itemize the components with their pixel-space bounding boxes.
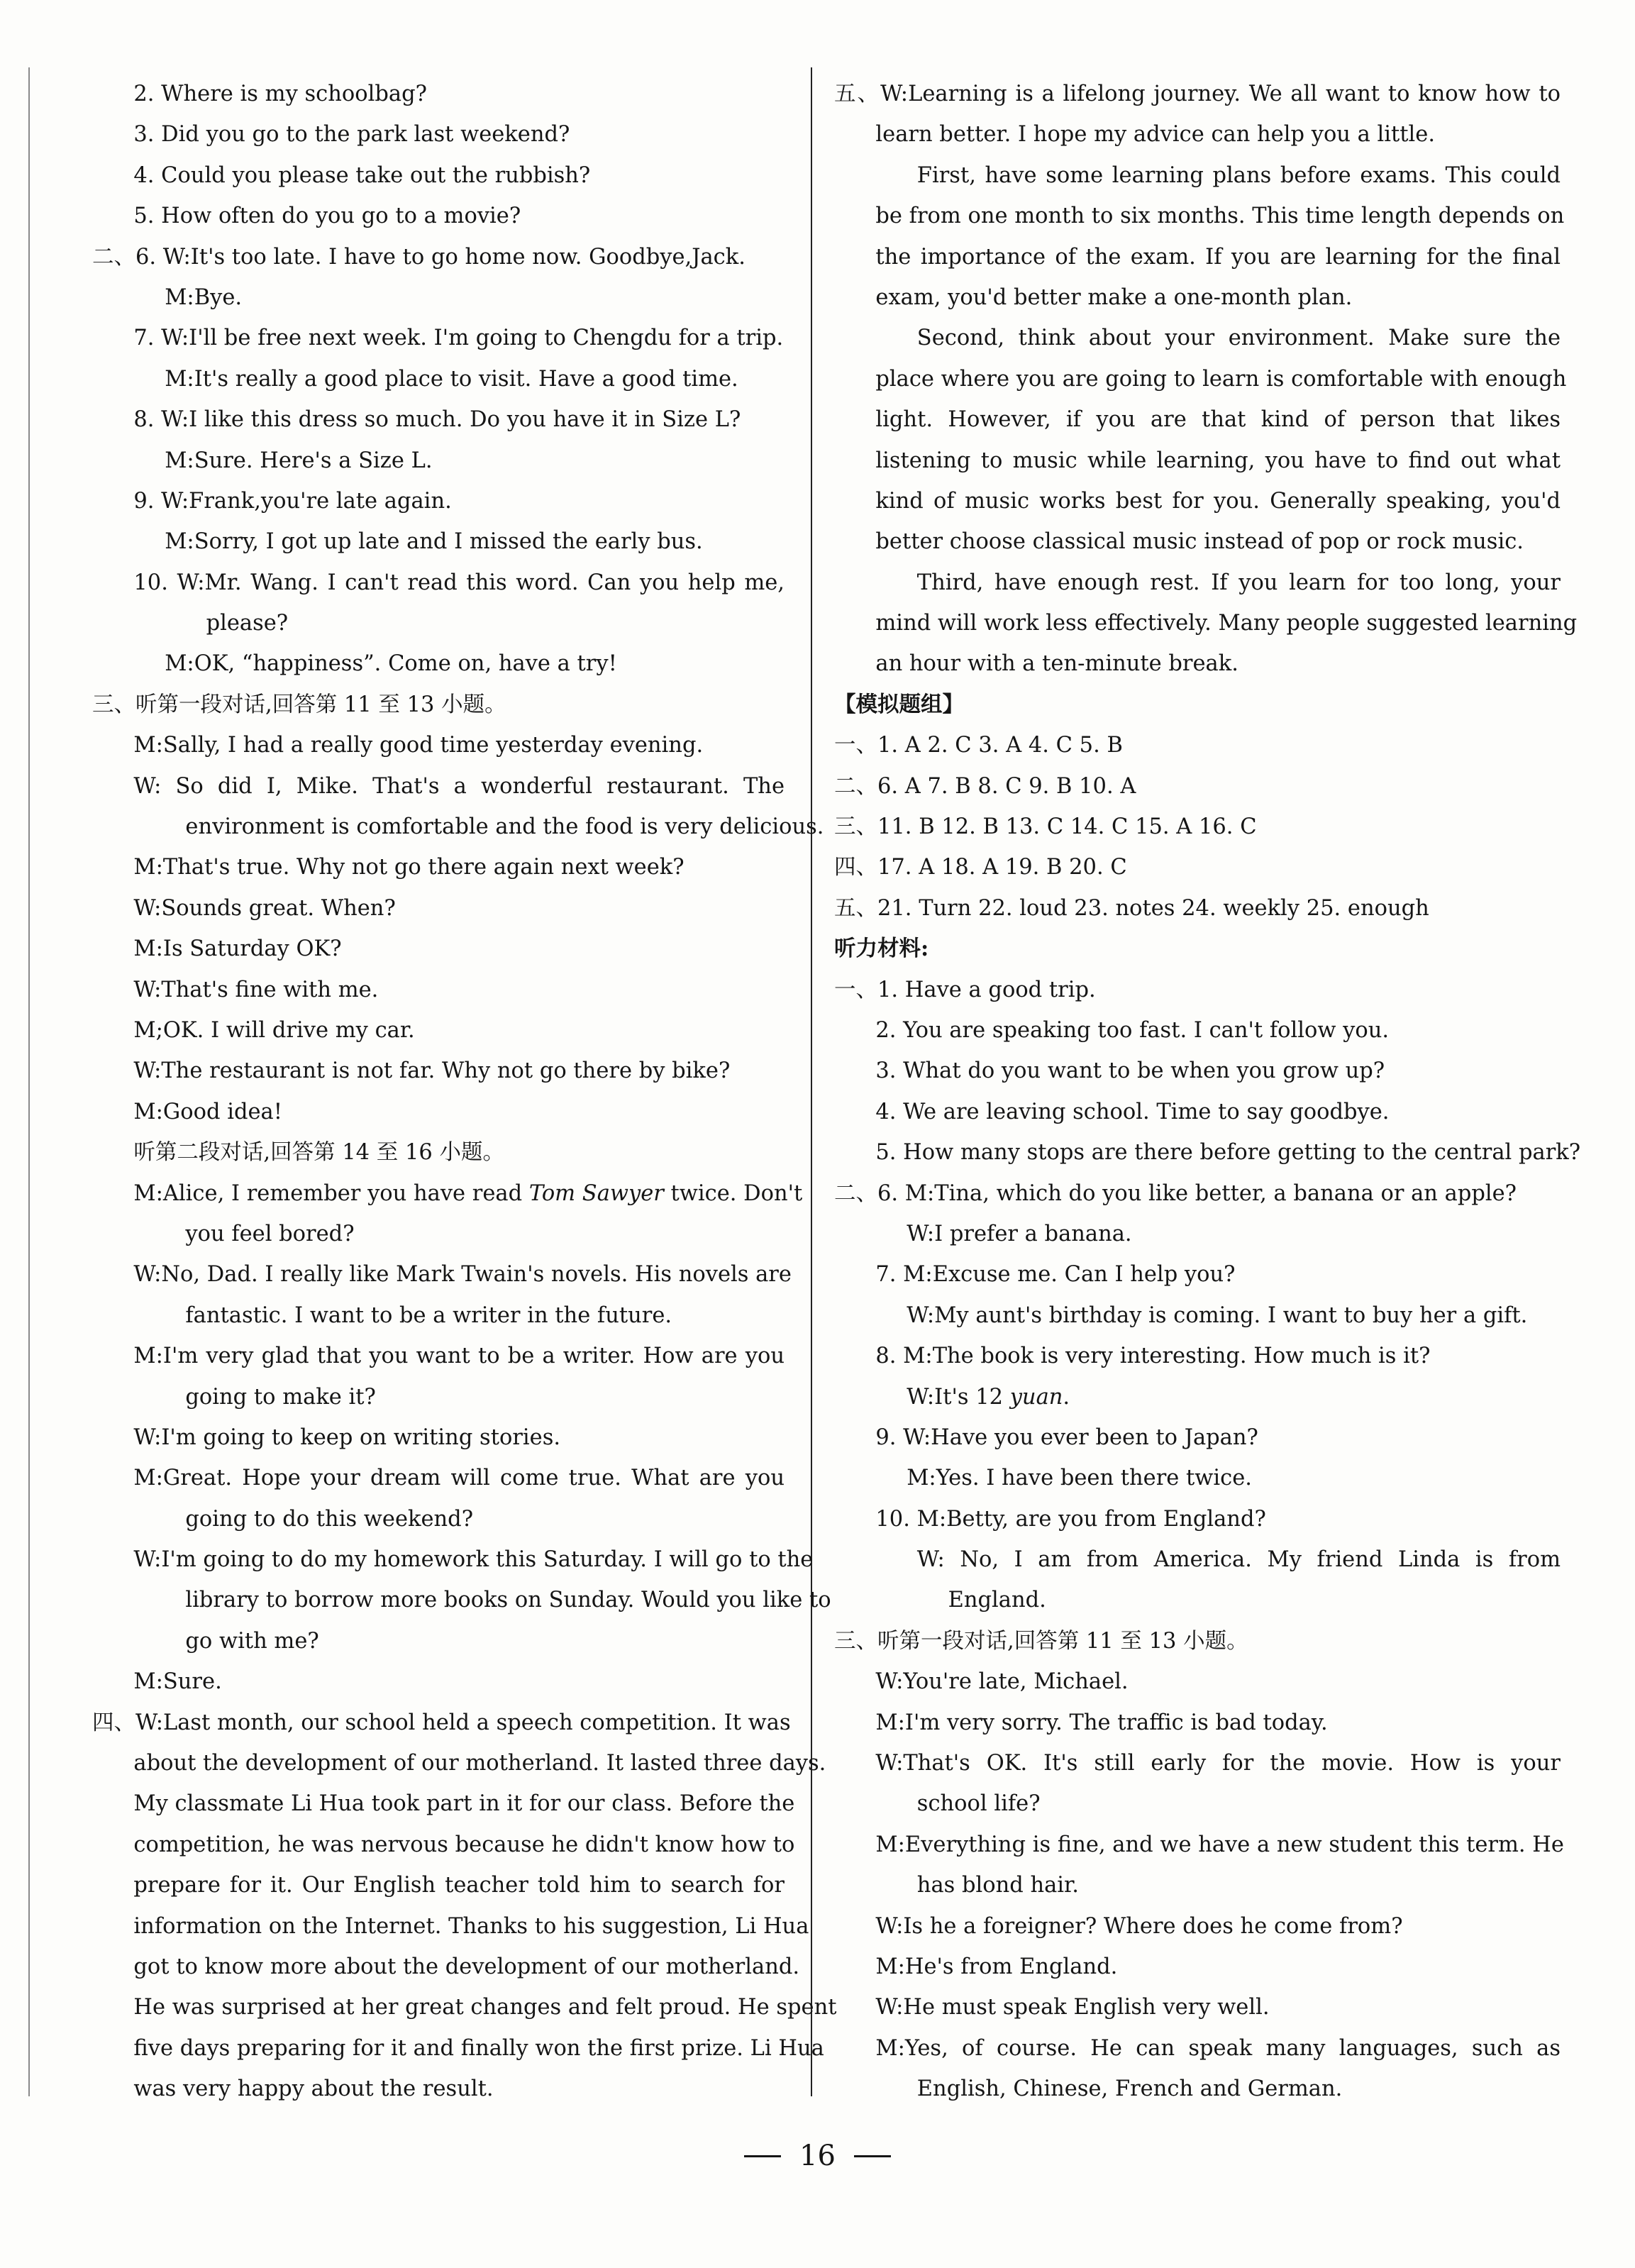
line-text: please? (206, 611, 289, 636)
line-text: 4. Could you please take out the rubbish? (133, 162, 591, 188)
line-text: better choose classical music instead of pop or rock music. (875, 529, 1524, 555)
right-text-line (834, 1743, 1561, 1783)
left-text-line (92, 155, 785, 196)
right-text-line (834, 1092, 1561, 1132)
left-text-line (92, 1051, 785, 1091)
line-text-after: . (1063, 1384, 1070, 1410)
left-text-line (92, 1621, 785, 1661)
line-text: listening to music while learning, you have to find out what (875, 448, 1561, 473)
right-text-line (834, 481, 1561, 521)
left-text-line (92, 1580, 831, 1620)
footer-dash-left (744, 2155, 781, 2157)
right-text-line (834, 847, 1561, 887)
left-text-line (92, 1092, 785, 1132)
line-text: 7. W:I'll be free next week. I'm going to Chengdu for a trip. (133, 326, 784, 351)
line-text: 9. W:Frank,you're late again. (133, 488, 452, 514)
right-text-line (834, 1377, 1561, 1417)
line-text: M;OK. I will drive my car. (133, 1017, 415, 1043)
line-text: M:OK, “happiness”. Come on, have a try! (165, 651, 617, 677)
line-text: W: No, I am from America. My friend Linda is from (916, 1547, 1561, 1573)
right-text-line (834, 1947, 1561, 1987)
line-text: light. However, if you are that kind of person that likes (875, 407, 1561, 433)
left-text-line (92, 2069, 785, 2109)
line-text: 一、1. Have a good trip. (834, 977, 1096, 1002)
right-text-line (834, 196, 1565, 236)
line-text: 9. W:Have you ever been to Japan? (875, 1425, 1258, 1450)
right-text-line (834, 1865, 1561, 1905)
right-text-line (834, 74, 1561, 114)
right-text-line (834, 1132, 1581, 1173)
line-text: M:Bye. (165, 284, 243, 310)
right-text-line (834, 1825, 1564, 1865)
right-text-line (834, 1703, 1561, 1743)
line-text: 听第二段对话,回答第 14 至 16 小题。 (133, 1140, 504, 1166)
right-text-line (834, 1987, 1561, 2028)
left-text-line (92, 481, 785, 521)
right-text-line (834, 1661, 1561, 1702)
left-text-line (92, 1539, 814, 1580)
left-text-line (92, 2028, 824, 2069)
line-text: about the development of our motherland. It lasted three days. (133, 1751, 826, 1776)
line-text: W:No, Dad. I really like Mark Twain's novels. His novels are (133, 1262, 792, 1288)
line-text: W:Is he a foreigner? Where does he come from? (875, 1913, 1403, 1939)
right-text-line (834, 114, 1561, 155)
right-text-line (834, 1783, 1561, 1824)
left-text-line (92, 1703, 791, 1743)
left-text-line (92, 929, 785, 969)
right-text-line (834, 685, 1561, 725)
right-text-line (834, 155, 1561, 196)
right-text-line (834, 2028, 1561, 2069)
line-text: 二、6. W:It's too late. I have to go home now. Goodbye,Jack. (92, 244, 746, 270)
right-text-line (834, 441, 1561, 481)
line-text: W:I prefer a banana. (907, 1221, 1132, 1246)
line-text: fantastic. I want to be a writer in the future. (185, 1302, 672, 1328)
line-text: 7. M:Excuse me. Can I help you? (875, 1262, 1236, 1288)
page-footer (0, 2134, 1635, 2176)
line-text: W:My aunt's birthday is coming. I want to buy her a gift. (907, 1302, 1528, 1328)
line-text: you feel bored? (185, 1221, 355, 1246)
left-text-line (92, 441, 785, 481)
line-text: M:Sally, I had a really good time yesterday evening. (133, 733, 704, 758)
line-text: 一、1. A 2. C 3. A 4. C 5. B (834, 733, 1123, 758)
line-text: an hour with a ten-minute break. (875, 651, 1238, 677)
line-text: W:The restaurant is not far. Why not go there by bike? (133, 1058, 731, 1084)
left-text-line (92, 1906, 809, 1947)
line-text: My classmate Li Hua took part in it for our class. Before the (133, 1791, 795, 1817)
line-text: was very happy about the result. (133, 2076, 494, 2102)
line-text: W:Sounds great. When? (133, 895, 396, 921)
left-text-line (92, 1336, 785, 1376)
right-text-line (834, 766, 1561, 807)
left-text-line (92, 1417, 785, 1458)
left-text-line (92, 1987, 837, 2028)
line-text: 2. You are speaking too fast. I can't follow you. (875, 1017, 1390, 1043)
right-column (834, 74, 1581, 2110)
line-text: M:That's true. Why not go there again next week? (133, 855, 685, 880)
line-text: 5. How often do you go to a movie? (133, 204, 521, 229)
line-text: 10. M:Betty, are you from England? (875, 1506, 1266, 1532)
right-text-line (834, 1906, 1561, 1947)
left-text-line (92, 603, 785, 643)
right-text-line (834, 1499, 1561, 1539)
right-text-line (834, 1254, 1561, 1295)
line-text: 2. Where is my schoolbag? (133, 82, 427, 106)
left-text-line (92, 685, 785, 725)
line-text: M:Sure. Here's a Size L. (165, 448, 433, 473)
column-divider (811, 67, 812, 2096)
left-text-line (92, 643, 785, 684)
right-text-line (834, 1580, 1561, 1620)
line-text: the importance of the exam. If you are learning for the final (875, 244, 1561, 270)
line-text: environment is comfortable and the food is very delicious. (185, 814, 824, 840)
left-text-line (92, 1214, 785, 1254)
page-number: 16 (799, 2140, 836, 2172)
left-text-line (92, 1254, 792, 1295)
right-text-line (834, 1621, 1561, 1661)
line-text: M:I'm very glad that you want to be a writer. How are you (133, 1344, 785, 1369)
line-text: kind of music works best for you. Generally speaking, you'd (875, 488, 1561, 514)
left-text-line (92, 1661, 785, 1702)
line-text: 三、听第一段对话,回答第 11 至 13 小题。 (834, 1628, 1248, 1654)
left-text-line (92, 74, 785, 114)
right-text-line (834, 929, 1561, 969)
left-text-line (92, 1499, 785, 1539)
line-text: M:Good idea! (133, 1099, 282, 1124)
line-text: 3. Did you go to the park last weekend? (133, 122, 570, 148)
footer-dash-right (854, 2155, 891, 2157)
left-text-line (92, 725, 785, 765)
line-text: exam, you'd better make a one-month plan. (875, 284, 1353, 310)
line-text: M:Alice, I remember you have read (133, 1180, 529, 1206)
line-text: 五、21. Turn 22. loud 23. notes 24. weekly 25. enough (834, 895, 1429, 921)
left-text-line (92, 807, 824, 847)
right-text-line (834, 1173, 1561, 1214)
line-text: W: So did I, Mike. That's a wonderful restaurant. The (133, 773, 785, 799)
right-text-line (834, 521, 1561, 562)
line-text: W:That's fine with me. (133, 977, 379, 1002)
line-text: Second, think about your environment. Make sure the (916, 326, 1561, 351)
right-text-line (834, 1051, 1561, 1091)
left-text-line (92, 1173, 803, 1214)
right-text-line (834, 970, 1561, 1010)
line-text: England. (948, 1588, 1046, 1613)
left-text-line (92, 114, 785, 155)
line-text: M:Yes, of course. He can speak many languages, such as (875, 2035, 1561, 2061)
italic-text: yuan (1009, 1384, 1063, 1410)
line-text: M:Everything is fine, and we have a new student this term. He (875, 1832, 1564, 1857)
right-text-line (834, 1010, 1561, 1051)
right-text-line (834, 318, 1561, 358)
line-text: W:That's OK. It's still early for the movie. How is your (875, 1751, 1561, 1776)
left-text-line (92, 277, 785, 318)
line-text: W:He must speak English very well. (875, 1995, 1270, 2020)
left-text-line (92, 1865, 785, 1905)
right-text-line (834, 563, 1561, 603)
italic-text: Tom Sawyer (528, 1180, 664, 1206)
line-text: M:I'm very sorry. The traffic is bad today. (875, 1710, 1328, 1735)
line-text: 【模拟题组】 (834, 691, 964, 717)
line-text: going to make it? (185, 1384, 376, 1410)
line-text: He was surprised at her great changes and felt proud. He spent (133, 1995, 837, 2020)
line-text: W:I'm going to keep on writing stories. (133, 1425, 561, 1450)
left-text-line (92, 521, 785, 562)
line-text: five days preparing for it and finally won the first prize. Li Hua (133, 2035, 824, 2061)
line-text: 3. What do you want to be when you grow up? (875, 1058, 1385, 1084)
right-text-line (834, 603, 1578, 643)
right-text-line (834, 1458, 1561, 1498)
right-text-line (834, 1539, 1561, 1580)
line-text: M:Yes. I have been there twice. (907, 1466, 1252, 1491)
left-text-line (92, 1377, 785, 1417)
line-text: M:He's from England. (875, 1954, 1118, 1979)
line-text: W:You're late, Michael. (875, 1669, 1129, 1695)
line-text: go with me? (185, 1628, 319, 1654)
line-text: 四、17. A 18. A 19. B 20. C (834, 855, 1127, 880)
left-text-line (92, 1010, 785, 1051)
line-text: going to do this weekend? (185, 1506, 474, 1532)
right-text-line (834, 1417, 1561, 1458)
line-text: be from one month to six months. This time length depends on (875, 204, 1565, 229)
line-text: M:Sorry, I got up late and I missed the early bus. (165, 529, 703, 555)
left-text-line (92, 1947, 800, 1987)
right-text-line (834, 807, 1561, 847)
line-text: M:It's really a good place to visit. Have a good time. (165, 366, 738, 392)
line-text: 5. How many stops are there before getting to the central park? (875, 1140, 1581, 1166)
line-text: got to know more about the development of our motherland. (133, 1954, 800, 1979)
line-text: 二、6. M:Tina, which do you like better, a banana or an apple? (834, 1180, 1517, 1206)
line-text: school life? (916, 1791, 1041, 1817)
line-text: has blond hair. (916, 1873, 1079, 1898)
line-text: 三、11. B 12. B 13. C 14. C 15. A 16. C (834, 814, 1257, 840)
left-text-line (92, 1458, 785, 1498)
left-text-line (92, 237, 785, 277)
line-text: 8. M:The book is very interesting. How much is it? (875, 1344, 1431, 1369)
line-text: 三、听第一段对话,回答第 11 至 13 小题。 (92, 692, 506, 717)
right-text-line (834, 1295, 1561, 1336)
right-text-line (834, 1214, 1561, 1254)
line-text: competition, he was nervous because he didn't know how to (133, 1832, 795, 1857)
left-text-line (92, 1783, 795, 1824)
line-text-after: twice. Don't (663, 1180, 803, 1206)
line-text: English, Chinese, French and German. (916, 2076, 1343, 2102)
left-text-line (92, 196, 785, 236)
right-text-line (834, 277, 1561, 318)
left-text-line (92, 766, 785, 807)
left-text-line (92, 359, 785, 399)
line-text: 二、6. A 7. B 8. C 9. B 10. A (834, 773, 1136, 799)
left-text-line (92, 563, 785, 603)
right-text-line (834, 237, 1561, 277)
right-text-line (834, 725, 1561, 765)
line-text: M:Great. Hope your dream will come true. What are you (133, 1466, 785, 1491)
left-text-line (92, 888, 785, 929)
line-text: 8. W:I like this dress so much. Do you have it in Size L? (133, 407, 741, 433)
line-text: 四、W:Last month, our school held a speech competition. It was (92, 1710, 791, 1735)
line-text: library to borrow more books on Sunday. Would you like to (185, 1588, 831, 1613)
line-text: learn better. I hope my advice can help you a little. (875, 122, 1436, 148)
right-text-line (834, 888, 1561, 929)
line-text: information on the Internet. Thanks to his suggestion, Li Hua (133, 1913, 809, 1939)
left-text-line (92, 318, 785, 358)
line-text: prepare for it. Our English teacher told him to search for (133, 1873, 785, 1898)
left-text-line (92, 847, 785, 887)
line-text: 4. We are leaving school. Time to say goodbye. (875, 1099, 1390, 1124)
right-text-line (834, 643, 1561, 684)
left-text-line (92, 1825, 795, 1865)
line-text: place where you are going to learn is comfortable with enough (875, 366, 1567, 392)
left-column (92, 74, 837, 2110)
line-text: mind will work less effectively. Many people suggested learning (875, 611, 1578, 636)
line-text: Third, have enough rest. If you learn for too long, your (916, 570, 1561, 595)
right-text-line (834, 359, 1567, 399)
left-text-line (92, 399, 785, 440)
right-text-line (834, 1336, 1561, 1376)
left-text-line (92, 1295, 785, 1336)
right-text-line (834, 399, 1561, 440)
line-text: W:I'm going to do my homework this Saturday. I will go to the (133, 1547, 814, 1573)
left-margin-line (28, 67, 30, 2096)
right-text-line (834, 2069, 1561, 2109)
left-text-line (92, 970, 785, 1010)
left-text-line (92, 1743, 826, 1783)
left-text-line (92, 1132, 785, 1173)
line-text: W:It's 12 (907, 1384, 1010, 1410)
line-text: 听力材料: (834, 936, 929, 962)
line-text: M:Sure. (133, 1669, 222, 1695)
line-text: M:Is Saturday OK? (133, 936, 342, 962)
line-text: 五、W:Learning is a lifelong journey. We all want to know how to (834, 82, 1561, 106)
line-text: First, have some learning plans before exams. This could (916, 162, 1561, 188)
line-text: 10. W:Mr. Wang. I can't read this word. Can you help me, (133, 570, 785, 595)
